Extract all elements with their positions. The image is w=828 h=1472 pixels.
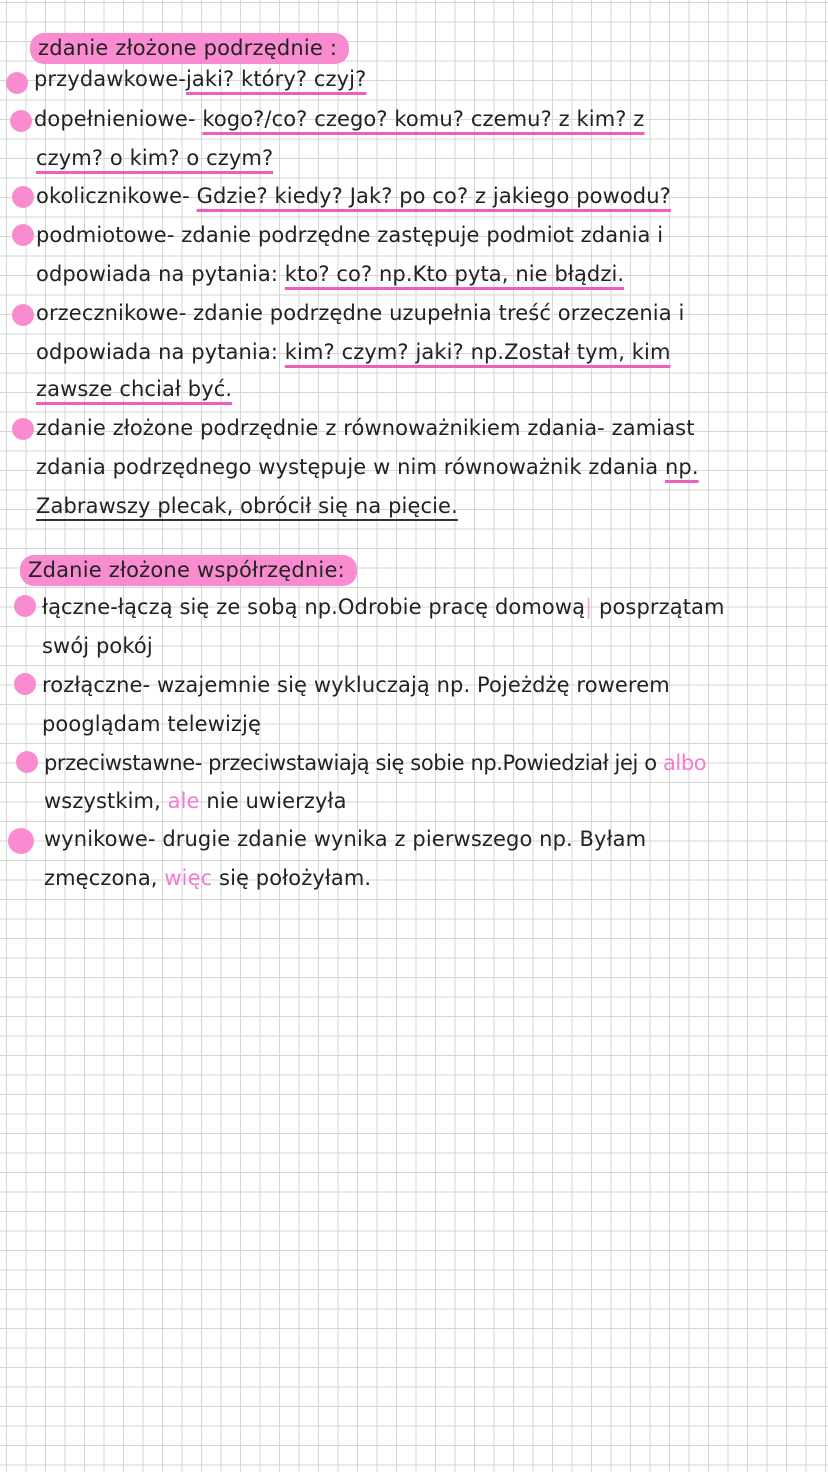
term: orzecznikowe-: [36, 301, 187, 325]
item-conjunctive-line2: [42, 631, 153, 661]
item-disjunctive-line2: [42, 709, 261, 739]
questions: czym? o kim? o czym?: [36, 146, 274, 170]
questions: kogo?/co? czego? komu? czemu? z kim? z: [202, 107, 645, 131]
description: zdanie złożone podrzędnie z równoważnikiem zdania- zamiast: [36, 416, 695, 440]
heading-text: zdanie złożone podrzędnie :: [38, 36, 338, 60]
section-heading-coordinate: [20, 555, 357, 586]
term: okolicznikowe-: [36, 184, 190, 208]
description: pooglądam telewizję: [42, 712, 261, 736]
description: łączne-łączą się ze sobą np.Odrobie pracę domową: [42, 595, 586, 619]
term: przydawkowe-: [34, 67, 186, 91]
example: kto? co? np.Kto pyta, nie błądzi.: [284, 262, 625, 286]
term: dopełnieniowe-: [34, 107, 196, 131]
item-disjunctive: [42, 670, 670, 700]
item-adverbial: [36, 181, 671, 211]
item-subject: [36, 220, 663, 250]
item-predicative-line2: [36, 337, 671, 367]
item-adversative: [44, 748, 706, 778]
description: zdanie podrzędne zastępuje podmiot zdania i: [174, 223, 664, 247]
description: swój pokój: [42, 634, 153, 658]
conjunction: więc: [164, 866, 213, 890]
conjunction: ale: [167, 789, 200, 813]
item-consecutive-line2: [44, 863, 371, 893]
item-predicative-line3: [36, 374, 232, 404]
item-consecutive: [44, 824, 646, 854]
bullet-dot: [14, 595, 36, 617]
description: odpowiada na pytania:: [36, 262, 285, 286]
heading-text: Zdanie złożone współrzędnie:: [28, 558, 345, 582]
bullet-dot: [6, 72, 28, 94]
item-subject-line2: [36, 259, 624, 289]
bullet-dot: [12, 304, 34, 326]
conjunction: albo: [662, 751, 707, 775]
questions: jaki? który? czyj?: [185, 67, 367, 91]
bullet-dot: [12, 186, 34, 208]
item-attributive: [34, 64, 366, 94]
item-predicative: [36, 298, 684, 328]
example-marker: np.: [665, 455, 699, 479]
example: zawsze chciał być.: [36, 377, 233, 401]
item-object-line2: [36, 143, 273, 173]
description: przeciwstawne- przeciwstawiają się sobie np.Powiedział jej o: [44, 751, 663, 775]
questions: Gdzie? kiedy? Jak? po co? z jakiego powodu?: [196, 184, 671, 208]
item-object: [34, 104, 644, 134]
item-adversative-line2: [44, 786, 347, 816]
description: wynikowe- drugie zdanie wynika z pierwszego np. Byłam: [44, 827, 647, 851]
conjunction-marker: |: [585, 595, 593, 619]
bullet-dot: [8, 828, 34, 854]
description: odpowiada na pytania:: [36, 340, 285, 364]
example: kim? czym? jaki? np.Został tym, kim: [284, 340, 671, 364]
description: zdanie podrzędne uzupełnia treść orzeczenia i: [186, 301, 685, 325]
bullet-dot: [16, 751, 38, 773]
bullet-dot: [12, 418, 34, 440]
description: rozłączne- wzajemnie się wykluczają np. Pojeżdżę rowerem: [42, 673, 670, 697]
item-equivalent: [36, 413, 695, 443]
bullet-dot: [10, 110, 32, 132]
bullet-dot: [12, 224, 34, 246]
description: się położyłam.: [212, 866, 372, 890]
term: podmiotowe-: [36, 223, 175, 247]
item-conjunctive: [42, 592, 725, 622]
example: Zabrawszy plecak, obrócił się na pięcie.: [36, 494, 458, 518]
description: zmęczona,: [44, 866, 165, 890]
description: zdania podrzędnego występuje w nim równoważnik zdania: [36, 455, 666, 479]
item-equivalent-line2: [36, 452, 699, 482]
item-equivalent-line3: [36, 491, 458, 521]
description: posprzątam: [592, 595, 725, 619]
bullet-dot: [14, 673, 36, 695]
description: wszystkim,: [44, 789, 168, 813]
description: nie uwierzyła: [199, 789, 347, 813]
section-heading-subordinate: [30, 33, 349, 64]
